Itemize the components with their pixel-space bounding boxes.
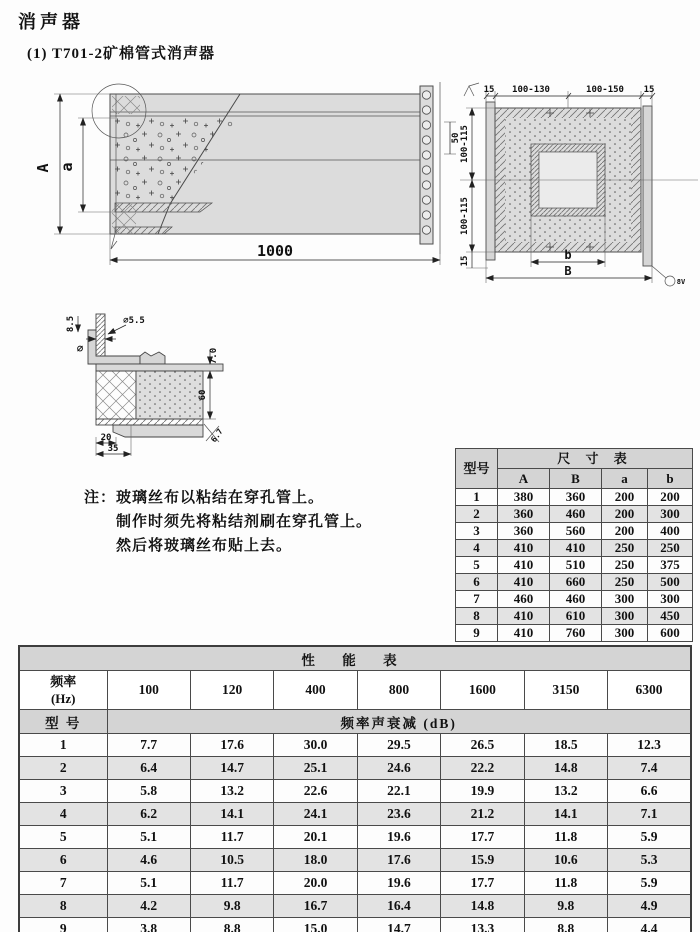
value-cell: 360 xyxy=(498,506,550,523)
model-cell: 9 xyxy=(456,625,498,642)
value-cell: 5.9 xyxy=(608,826,691,849)
value-cell: 13.2 xyxy=(524,780,607,803)
table-row xyxy=(19,757,691,780)
value-cell: 300 xyxy=(602,608,648,625)
section-heading: (1) T701-2矿棉管式消声器 xyxy=(27,46,215,62)
model-cell: 7 xyxy=(19,872,107,895)
value-cell: 4.2 xyxy=(107,895,190,918)
table-row xyxy=(456,540,693,557)
phi-symbol: ∅ xyxy=(76,342,84,355)
size-col-b: b xyxy=(648,469,693,489)
dim-label-6-7: 6.7 xyxy=(209,427,225,445)
value-cell: 18.5 xyxy=(524,734,607,757)
value-cell: 16.7 xyxy=(274,895,357,918)
value-cell: 250 xyxy=(602,557,648,574)
freq-col-800: 800 xyxy=(357,671,440,710)
value-cell: 460 xyxy=(550,591,602,608)
value-cell: 17.6 xyxy=(357,849,440,872)
side-view-drawing xyxy=(20,82,465,297)
dim-label-35: 35 xyxy=(107,444,119,454)
frequency-header-line2: (Hz) xyxy=(50,691,76,706)
perforated-strip xyxy=(96,419,203,425)
note-line: 制作时须先将粘结剂刷在穿孔管上。 xyxy=(116,514,373,530)
note-line: 然后将玻璃丝布贴上去。 xyxy=(116,538,293,554)
value-cell: 26.5 xyxy=(441,734,524,757)
cross-section-drawing xyxy=(458,82,700,300)
model-cell: 1 xyxy=(456,489,498,506)
bolt-shank xyxy=(96,314,105,358)
value-cell: 8.8 xyxy=(524,918,607,932)
value-cell: 460 xyxy=(550,506,602,523)
bolt-callout-circle xyxy=(665,276,675,286)
size-col-a: a xyxy=(602,469,648,489)
value-cell: 5.9 xyxy=(608,872,691,895)
bolt-callout-label: 8V xyxy=(676,278,686,286)
value-cell: 460 xyxy=(498,591,550,608)
value-cell: 250 xyxy=(602,574,648,591)
value-cell: 24.1 xyxy=(274,803,357,826)
value-cell: 300 xyxy=(602,591,648,608)
size-col-B: B xyxy=(550,469,602,489)
value-cell: 600 xyxy=(648,625,693,642)
clamp-teeth xyxy=(140,352,165,364)
value-cell: 11.8 xyxy=(524,872,607,895)
model-cell: 3 xyxy=(19,780,107,803)
value-cell: 25.1 xyxy=(274,757,357,780)
size-table-title: 尺 寸 表 xyxy=(498,449,693,469)
value-cell: 19.6 xyxy=(357,826,440,849)
value-cell: 200 xyxy=(602,489,648,506)
size-table-model-header: 型号 xyxy=(456,449,498,489)
value-cell: 3.8 xyxy=(107,918,190,932)
value-cell: 6.4 xyxy=(107,757,190,780)
dim-top-100-130: 100-130 xyxy=(512,85,550,95)
dim-label-a: a xyxy=(58,162,76,172)
dim-label-A: A xyxy=(34,163,52,173)
value-cell: 200 xyxy=(602,523,648,540)
table-row xyxy=(19,803,691,826)
freq-col-100: 100 xyxy=(107,671,190,710)
value-cell: 21.2 xyxy=(441,803,524,826)
value-cell: 360 xyxy=(498,523,550,540)
value-cell: 23.6 xyxy=(357,803,440,826)
dim-label-1000: 1000 xyxy=(256,242,294,260)
value-cell: 660 xyxy=(550,574,602,591)
value-cell: 14.8 xyxy=(441,895,524,918)
performance-table xyxy=(18,645,692,932)
value-cell: 760 xyxy=(550,625,602,642)
value-cell: 410 xyxy=(498,574,550,591)
freq-col-400: 400 xyxy=(274,671,357,710)
value-cell: 6.6 xyxy=(608,780,691,803)
value-cell: 410 xyxy=(498,557,550,574)
value-cell: 500 xyxy=(648,574,693,591)
size-table xyxy=(455,448,693,642)
value-cell: 14.1 xyxy=(524,803,607,826)
value-cell: 7.7 xyxy=(107,734,190,757)
value-cell: 375 xyxy=(648,557,693,574)
value-cell: 5.1 xyxy=(107,826,190,849)
dim-label-5-5: ∅5.5 xyxy=(123,316,145,326)
value-cell: 9.8 xyxy=(190,895,273,918)
freq-col-6300: 6300 xyxy=(608,671,691,710)
table-row xyxy=(19,849,691,872)
wool-region xyxy=(136,371,203,419)
value-cell: 380 xyxy=(498,489,550,506)
value-cell: 11.7 xyxy=(190,872,273,895)
value-cell: 250 xyxy=(648,540,693,557)
surface-finish-icon xyxy=(464,83,479,96)
page-title: 消声器 xyxy=(18,12,84,32)
table-row xyxy=(456,523,693,540)
value-cell: 8.8 xyxy=(190,918,273,932)
table-row xyxy=(456,591,693,608)
value-cell: 22.2 xyxy=(441,757,524,780)
model-cell: 3 xyxy=(456,523,498,540)
value-cell: 250 xyxy=(602,540,648,557)
dim-label-B: B xyxy=(564,264,572,278)
table-row xyxy=(19,918,691,932)
model-cell: 7 xyxy=(456,591,498,608)
value-cell: 14.7 xyxy=(357,918,440,932)
table-row xyxy=(19,734,691,757)
frequency-header xyxy=(19,671,107,710)
note-line: 玻璃丝布以粘结在穿孔管上。 xyxy=(116,490,325,506)
value-cell: 13.2 xyxy=(190,780,273,803)
value-cell: 20.1 xyxy=(274,826,357,849)
freq-col-120: 120 xyxy=(190,671,273,710)
frequency-header-line1: 频率 xyxy=(50,674,77,689)
value-cell: 19.6 xyxy=(357,872,440,895)
dim-label-50: 50 xyxy=(451,132,461,144)
table-row xyxy=(456,608,693,625)
value-cell: 29.5 xyxy=(357,734,440,757)
value-cell: 24.6 xyxy=(357,757,440,780)
freq-col-3150: 3150 xyxy=(524,671,607,710)
value-cell: 15.0 xyxy=(274,918,357,932)
angle-bracket xyxy=(88,330,140,364)
top-plate xyxy=(96,364,223,371)
model-cell: 8 xyxy=(19,895,107,918)
value-cell: 7.4 xyxy=(608,757,691,780)
dim-left-15: 15 xyxy=(460,255,470,267)
value-cell: 300 xyxy=(648,506,693,523)
right-flange-plate xyxy=(643,106,652,266)
value-cell: 4.9 xyxy=(608,895,691,918)
dim-top-100-150: 100-150 xyxy=(586,85,624,95)
dim-left-100-115b: 100-115 xyxy=(460,197,470,235)
value-cell: 15.9 xyxy=(441,849,524,872)
value-cell: 13.3 xyxy=(441,918,524,932)
value-cell: 18.0 xyxy=(274,849,357,872)
value-cell: 200 xyxy=(602,506,648,523)
table-row xyxy=(456,489,693,506)
table-row xyxy=(19,872,691,895)
model-cell: 6 xyxy=(19,849,107,872)
value-cell: 360 xyxy=(550,489,602,506)
model-cell: 5 xyxy=(19,826,107,849)
value-cell: 10.5 xyxy=(190,849,273,872)
value-cell: 12.3 xyxy=(608,734,691,757)
value-cell: 200 xyxy=(648,489,693,506)
note-prefix: 注： xyxy=(84,490,117,506)
dim-label-b: b xyxy=(564,248,572,262)
value-cell: 610 xyxy=(550,608,602,625)
value-cell: 30.0 xyxy=(274,734,357,757)
value-cell: 17.6 xyxy=(190,734,273,757)
model-cell: 4 xyxy=(456,540,498,557)
value-cell: 10.6 xyxy=(524,849,607,872)
value-cell: 20.0 xyxy=(274,872,357,895)
model-cell: 5 xyxy=(456,557,498,574)
table-row xyxy=(19,780,691,803)
model-header: 型 号 xyxy=(19,710,107,734)
model-cell: 8 xyxy=(456,608,498,625)
table-row xyxy=(456,506,693,523)
value-cell: 5.1 xyxy=(107,872,190,895)
model-cell: 2 xyxy=(19,757,107,780)
table-row xyxy=(19,826,691,849)
table-row xyxy=(456,574,693,591)
value-cell: 11.8 xyxy=(524,826,607,849)
value-cell: 9.8 xyxy=(524,895,607,918)
model-cell: 1 xyxy=(19,734,107,757)
dim-label-7-0: 7.0 xyxy=(209,347,219,365)
freq-col-1600: 1600 xyxy=(441,671,524,710)
glass-cloth-region xyxy=(96,371,136,419)
dim-label-60: 60 xyxy=(198,389,208,401)
model-cell: 6 xyxy=(456,574,498,591)
value-cell: 450 xyxy=(648,608,693,625)
value-cell: 300 xyxy=(648,591,693,608)
value-cell: 16.4 xyxy=(357,895,440,918)
value-cell: 17.7 xyxy=(441,826,524,849)
attenuation-header: 频率声衰减 (dB) xyxy=(107,710,691,734)
dim-left-100-115a: 100-115 xyxy=(460,125,470,163)
value-cell: 6.2 xyxy=(107,803,190,826)
value-cell: 7.1 xyxy=(608,803,691,826)
value-cell: 560 xyxy=(550,523,602,540)
value-cell: 5.3 xyxy=(608,849,691,872)
value-cell: 22.6 xyxy=(274,780,357,803)
value-cell: 300 xyxy=(602,625,648,642)
corner-detail-drawing xyxy=(38,310,233,458)
size-col-A: A xyxy=(498,469,550,489)
model-cell: 9 xyxy=(19,918,107,932)
value-cell: 14.1 xyxy=(190,803,273,826)
value-cell: 4.4 xyxy=(608,918,691,932)
table-row xyxy=(19,895,691,918)
value-cell: 11.7 xyxy=(190,826,273,849)
value-cell: 17.7 xyxy=(441,872,524,895)
dim-top-15a: 15 xyxy=(483,85,495,95)
value-cell: 14.7 xyxy=(190,757,273,780)
performance-table-title: 性 能 表 xyxy=(19,646,691,671)
note-text xyxy=(84,486,372,558)
value-cell: 19.9 xyxy=(441,780,524,803)
table-row xyxy=(456,557,693,574)
bottom-lip xyxy=(113,425,203,437)
value-cell: 510 xyxy=(550,557,602,574)
weld-tail xyxy=(111,234,117,249)
value-cell: 410 xyxy=(498,625,550,642)
dim-top-15b: 15 xyxy=(643,85,655,95)
left-flange-plate xyxy=(486,102,495,260)
value-cell: 14.8 xyxy=(524,757,607,780)
value-cell: 5.8 xyxy=(107,780,190,803)
value-cell: 410 xyxy=(498,540,550,557)
value-cell: 22.1 xyxy=(357,780,440,803)
table-row xyxy=(456,625,693,642)
dim-label-20: 20 xyxy=(100,433,112,443)
model-cell: 4 xyxy=(19,803,107,826)
model-cell: 2 xyxy=(456,506,498,523)
dim-label-8-5: 8.5 xyxy=(66,315,76,333)
value-cell: 400 xyxy=(648,523,693,540)
value-cell: 4.6 xyxy=(107,849,190,872)
value-cell: 410 xyxy=(498,608,550,625)
value-cell: 410 xyxy=(550,540,602,557)
